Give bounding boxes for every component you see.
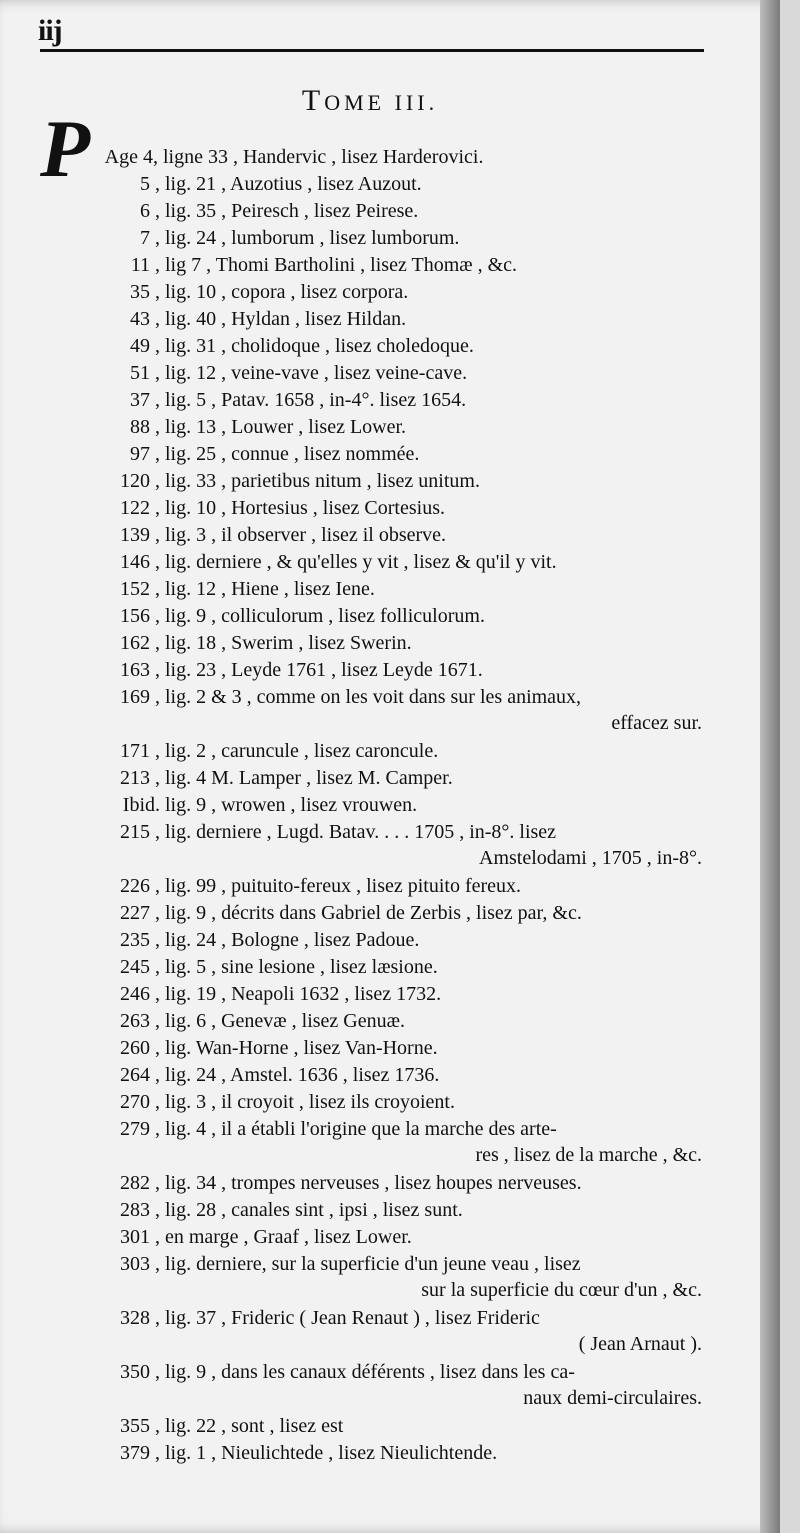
errata-entry	[40, 1440, 730, 1466]
correction-text: lig. 12 , veine-vave , lisez veine-cave.	[165, 362, 468, 384]
page-number: 245 ,	[120, 956, 160, 978]
page-number: 279 ,	[120, 1118, 160, 1140]
correction-text: lig. 37 , Frideric ( Jean Renaut ) , lisez Frideric	[165, 1307, 540, 1329]
drop-cap: P	[40, 103, 91, 194]
correction-continuation: naux demi-circulaires.	[523, 1387, 702, 1409]
correction-text: lig. 34 , trompes nerveuses , lisez houpes nerveuses.	[165, 1172, 582, 1194]
errata-entry	[40, 333, 730, 359]
page-number: 7 ,	[140, 227, 160, 249]
correction-text: lig. 24 , lumborum , lisez lumborum.	[165, 227, 460, 249]
correction-text: ligne 33 , Handervic , lisez Harderovici.	[163, 146, 484, 168]
errata-entry	[40, 792, 730, 818]
errata-entry	[40, 630, 730, 656]
page-number: 235 ,	[120, 929, 160, 951]
correction-text: lig. 23 , Leyde 1761 , lisez Leyde 1671.	[165, 659, 483, 681]
correction-text: lig. 21 , Auzotius , lisez Auzout.	[165, 173, 422, 195]
errata-entry	[40, 387, 730, 413]
page-number: 120 ,	[120, 470, 160, 492]
correction-text: lig. 2 , caruncule , lisez caroncule.	[165, 740, 439, 762]
errata-entry	[40, 468, 730, 494]
page-number: 43 ,	[130, 308, 160, 330]
correction-text: lig. 35 , Peiresch , lisez Peirese.	[165, 200, 419, 222]
errata-entry	[40, 225, 730, 251]
page-number: 156 ,	[120, 605, 160, 627]
page-number: 146 ,	[120, 551, 160, 573]
header-rule	[40, 49, 704, 52]
errata-entry	[40, 576, 730, 602]
page-number: 6 ,	[140, 200, 160, 222]
errata-entry	[40, 549, 730, 575]
correction-text: lig. 3 , il croyoit , lisez ils croyoient.	[165, 1091, 455, 1113]
correction-text: lig. 10 , copora , lisez corpora.	[165, 281, 409, 303]
correction-text: lig. 99 , puituito-fereux , lisez pituito fereux.	[165, 875, 522, 897]
errata-entry	[40, 738, 730, 764]
errata-entry	[40, 657, 730, 683]
correction-text: lig. 22 , sont , lisez est	[165, 1415, 344, 1437]
page-number: 139 ,	[120, 524, 160, 546]
errata-entry	[40, 171, 730, 197]
page-number: 227 ,	[120, 902, 160, 924]
page-number: 97 ,	[130, 443, 160, 465]
page-number: 263 ,	[120, 1010, 160, 1032]
correction-text: lig. 1 , Nieulichtede , lisez Nieulichtende.	[165, 1442, 498, 1464]
errata-entry	[40, 1251, 730, 1303]
correction-text: lig. 2 & 3 , comme on les voit dans sur les animaux,	[165, 686, 582, 708]
page-number: 246 ,	[120, 983, 160, 1005]
errata-entry	[40, 1170, 730, 1196]
correction-text: lig. 4 M. Lamper , lisez M. Camper.	[165, 767, 453, 789]
correction-continuation: ( Jean Arnaut ).	[578, 1333, 702, 1355]
correction-text: lig. 19 , Neapoli 1632 , lisez 1732.	[165, 983, 442, 1005]
page-number: 163 ,	[120, 659, 160, 681]
errata-entry	[40, 1359, 730, 1411]
page-number: 350 ,	[120, 1361, 160, 1383]
correction-text: lig. 9 , décrits dans Gabriel de Zerbis , lisez par, &c.	[165, 902, 582, 924]
page-number: 88 ,	[130, 416, 160, 438]
errata-entry	[40, 1224, 730, 1250]
errata-entry	[40, 684, 730, 736]
correction-text: lig. derniere, sur la superficie d'un jeune veau , lisez	[165, 1253, 581, 1275]
correction-text: lig. 25 , connue , lisez nommée.	[165, 443, 420, 465]
errata-entry	[40, 1116, 730, 1168]
correction-text: lig. 33 , parietibus nitum , lisez unitum.	[165, 470, 480, 492]
correction-text: lig. Wan-Horne , lisez Van-Horne.	[165, 1037, 438, 1059]
page-number: 162 ,	[120, 632, 160, 654]
correction-text: lig. derniere , Lugd. Batav. . . . 1705 , in-8°. lisez	[165, 821, 557, 843]
correction-text: lig. 10 , Hortesius , lisez Cortesius.	[165, 497, 445, 519]
page-number: 270 ,	[120, 1091, 160, 1113]
correction-text: lig. 24 , Amstel. 1636 , lisez 1736.	[165, 1064, 440, 1086]
correction-text: lig. 5 , sine lesione , lisez læsione.	[165, 956, 438, 978]
correction-text: lig. 9 , dans les canaux déférents , lisez dans les ca-	[165, 1361, 575, 1383]
page-number: 379 ,	[120, 1442, 160, 1464]
errata-entry	[40, 522, 730, 548]
errata-entry	[40, 765, 730, 791]
page-number: 169 ,	[120, 686, 160, 708]
page-number: 122 ,	[120, 497, 160, 519]
correction-text: lig. 13 , Louwer , lisez Lower.	[165, 416, 407, 438]
page-number: 215 ,	[120, 821, 160, 843]
page-number: 264 ,	[120, 1064, 160, 1086]
errata-entry	[40, 1008, 730, 1034]
page-number: 51 ,	[130, 362, 160, 384]
correction-text: lig. 24 , Bologne , lisez Padoue.	[165, 929, 420, 951]
errata-entry	[40, 900, 730, 926]
correction-text: lig. 28 , canales sint , ipsi , lisez sunt.	[165, 1199, 463, 1221]
correction-text: lig 7 , Thomi Bartholini , lisez Thomæ , &c.	[165, 254, 518, 276]
errata-entry	[40, 927, 730, 953]
correction-text: lig. 9 , wrowen , lisez vrouwen.	[165, 794, 418, 816]
correction-text: lig. 40 , Hyldan , lisez Hildan.	[165, 308, 407, 330]
correction-continuation: Amstelodami , 1705 , in-8°.	[479, 847, 702, 869]
errata-entry	[40, 1089, 730, 1115]
errata-entry	[40, 495, 730, 521]
title-initial: T	[301, 84, 325, 117]
page-number: 328 ,	[120, 1307, 160, 1329]
correction-text: lig. 6 , Genevæ , lisez Genuæ.	[165, 1010, 405, 1032]
page-number: Ibid.	[122, 794, 160, 816]
correction-text: en marge , Graaf , lisez Lower.	[165, 1226, 412, 1248]
page-number: 152 ,	[120, 578, 160, 600]
errata-entry	[40, 144, 730, 170]
errata-entry	[40, 1305, 730, 1357]
page-number: 11 ,	[130, 254, 160, 276]
errata-entry	[40, 279, 730, 305]
errata-entry	[40, 1062, 730, 1088]
page-number: 260 ,	[120, 1037, 160, 1059]
errata-entry	[40, 252, 730, 278]
page-number: 282 ,	[120, 1172, 160, 1194]
errata-entry	[40, 819, 730, 871]
correction-text: lig. 31 , cholidoque , lisez choledoque.	[165, 335, 474, 357]
correction-text: lig. 9 , colliculorum , lisez folliculorum.	[165, 605, 485, 627]
correction-text: lig. 4 , il a établi l'origine que la marche des arte-	[165, 1118, 557, 1140]
errata-entry	[40, 1197, 730, 1223]
page-number: Age 4,	[104, 146, 158, 168]
page-number: 355 ,	[120, 1415, 160, 1437]
page-number: 5 ,	[140, 173, 160, 195]
correction-text: lig. 5 , Patav. 1658 , in-4°. lisez 1654.	[165, 389, 467, 411]
errata-entry	[40, 1413, 730, 1439]
correction-continuation: res , lisez de la marche , &c.	[475, 1144, 702, 1166]
page-number: 37 ,	[130, 389, 160, 411]
page-edge-shadow	[760, 0, 780, 1533]
errata-entry	[40, 198, 730, 224]
title-rest: OME III.	[324, 90, 439, 115]
page-number: 49 ,	[130, 335, 160, 357]
errata-entry	[40, 306, 730, 332]
errata-entry	[40, 603, 730, 629]
correction-continuation: effacez sur.	[611, 712, 702, 734]
page-number: 35 ,	[130, 281, 160, 303]
correction-text: lig. derniere , & qu'elles y vit , lisez & qu'il y vit.	[165, 551, 557, 573]
page-number: 226 ,	[120, 875, 160, 897]
errata-entry	[40, 441, 730, 467]
page-folio: iij	[38, 14, 62, 47]
page-number: 303 ,	[120, 1253, 160, 1275]
correction-text: lig. 12 , Hiene , lisez Iene.	[165, 578, 375, 600]
page-number: 283 ,	[120, 1199, 160, 1221]
correction-text: lig. 3 , il observer , lisez il observe.	[165, 524, 447, 546]
volume-title	[0, 84, 740, 118]
correction-continuation: sur la superficie du cœur d'un , &c.	[421, 1279, 702, 1301]
errata-entry	[40, 414, 730, 440]
errata-entry	[40, 873, 730, 899]
page-number: 213 ,	[120, 767, 160, 789]
correction-text: lig. 18 , Swerim , lisez Swerin.	[165, 632, 412, 654]
page-number: 301 ,	[120, 1226, 160, 1248]
errata-entry	[40, 360, 730, 386]
errata-entry	[40, 1035, 730, 1061]
errata-entry	[40, 981, 730, 1007]
page-number: 171 ,	[120, 740, 160, 762]
errata-entry	[40, 954, 730, 980]
